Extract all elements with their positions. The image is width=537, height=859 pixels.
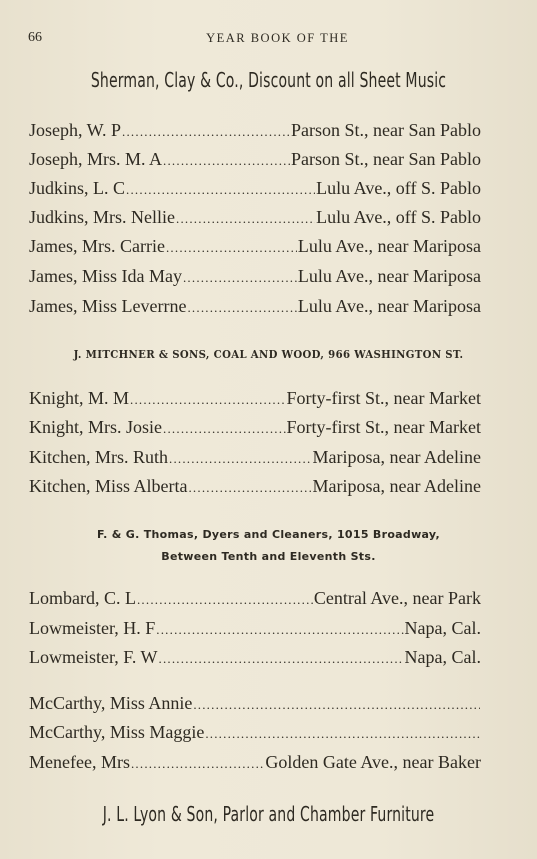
directory-entry bbox=[29, 178, 481, 204]
page-number: 66 bbox=[28, 30, 42, 45]
advertisement-lyon-furniture: J. L. Lyon & Son, Parlor and Chamber Furniture bbox=[102, 802, 435, 826]
entry-name: McCarthy, Miss Maggie bbox=[29, 722, 205, 742]
directory-entry bbox=[29, 388, 481, 414]
entry-address: Forty-first St., near Market bbox=[286, 388, 481, 408]
entry-address: Parson St., near San Pablo bbox=[291, 120, 481, 140]
dot-leader bbox=[122, 125, 290, 138]
entry-address: Central Ave., near Park bbox=[313, 588, 481, 608]
dot-leader bbox=[193, 698, 480, 711]
dot-leader bbox=[131, 757, 264, 770]
directory-entry bbox=[29, 236, 481, 262]
running-title: YEAR BOOK OF THE bbox=[206, 31, 349, 45]
dot-leader bbox=[169, 452, 312, 465]
entry-name: James, Mrs. Carrie bbox=[29, 236, 165, 256]
directory-entry bbox=[29, 476, 481, 502]
directory-entry bbox=[29, 120, 481, 146]
entry-name: McCarthy, Miss Annie bbox=[29, 693, 193, 713]
directory-entry bbox=[29, 447, 481, 473]
entry-address: Golden Gate Ave., near Baker bbox=[265, 752, 481, 772]
dot-leader bbox=[130, 393, 286, 406]
directory-entry bbox=[29, 417, 481, 443]
entry-address: Napa, Cal. bbox=[404, 618, 481, 638]
dot-leader bbox=[183, 271, 297, 284]
entry-name: Judkins, Mrs. Nellie bbox=[29, 207, 175, 227]
entry-name: Kitchen, Miss Alberta bbox=[29, 476, 188, 496]
entry-name: Kitchen, Mrs. Ruth bbox=[29, 447, 168, 467]
entry-address: Napa, Cal. bbox=[404, 647, 481, 667]
entry-address: Lulu Ave., near Mariposa bbox=[297, 296, 481, 316]
entry-name: Lombard, C. L bbox=[29, 588, 136, 608]
dot-leader bbox=[163, 422, 286, 435]
advertisement-sherman-clay: Sherman, Clay & Co., Discount on all Sheet Music bbox=[90, 68, 447, 92]
directory-entry bbox=[29, 588, 481, 614]
dot-leader bbox=[163, 154, 290, 167]
directory-entry bbox=[29, 149, 481, 175]
entry-name: James, Miss Ida May bbox=[29, 266, 182, 286]
dot-leader bbox=[187, 301, 296, 314]
dot-leader bbox=[159, 652, 404, 665]
entry-address: Mariposa, near Adeline bbox=[312, 476, 481, 496]
entry-address: Lulu Ave., off S. Pablo bbox=[316, 207, 481, 227]
advertisement-thomas-dyers bbox=[0, 524, 537, 568]
entry-name: Knight, Mrs. Josie bbox=[29, 417, 163, 437]
entry-address: Lulu Ave., near Mariposa bbox=[297, 266, 481, 286]
entry-address: Lulu Ave., off S. Pablo bbox=[316, 178, 481, 198]
directory-entry bbox=[29, 752, 481, 778]
entry-name: James, Miss Leverrne bbox=[29, 296, 187, 316]
advertisement-mitchner: J. MITCHNER & SONS, COAL AND WOOD, 966 WASHINGTON ST. bbox=[73, 347, 464, 361]
entry-name: Menefee, Mrs bbox=[29, 752, 130, 772]
directory-entry bbox=[29, 693, 481, 719]
directory-entry bbox=[29, 266, 481, 292]
entry-name: Lowmeister, H. F bbox=[29, 618, 156, 638]
dot-leader bbox=[176, 212, 315, 225]
directory-entry bbox=[29, 618, 481, 644]
dot-leader bbox=[156, 623, 403, 636]
directory-entry bbox=[29, 296, 481, 322]
entry-address: Mariposa, near Adeline bbox=[312, 447, 481, 467]
entry-name: Judkins, L. C bbox=[29, 178, 126, 198]
dot-leader bbox=[188, 481, 311, 494]
entry-name: Lowmeister, F. W bbox=[29, 647, 158, 667]
advertisement-line: F. & G. Thomas, Dyers and Cleaners, 1015 Broadway, bbox=[96, 528, 441, 541]
entry-name: Joseph, W. P bbox=[29, 120, 122, 140]
dot-leader bbox=[126, 183, 315, 196]
dot-leader bbox=[166, 241, 297, 254]
entry-address: Forty-first St., near Market bbox=[286, 417, 481, 437]
entry-address: Lulu Ave., near Mariposa bbox=[297, 236, 481, 256]
dot-leader bbox=[205, 727, 480, 740]
running-head bbox=[28, 30, 497, 48]
directory-entry bbox=[29, 207, 481, 233]
entry-name: Knight, M. M bbox=[29, 388, 130, 408]
directory-entry bbox=[29, 647, 481, 673]
directory-entry bbox=[29, 722, 481, 748]
entry-name: Joseph, Mrs. M. A bbox=[29, 149, 163, 169]
entry-address: Parson St., near San Pablo bbox=[291, 149, 481, 169]
dot-leader bbox=[137, 593, 313, 606]
advertisement-line: Between Tenth and Eleventh Sts. bbox=[161, 550, 376, 563]
